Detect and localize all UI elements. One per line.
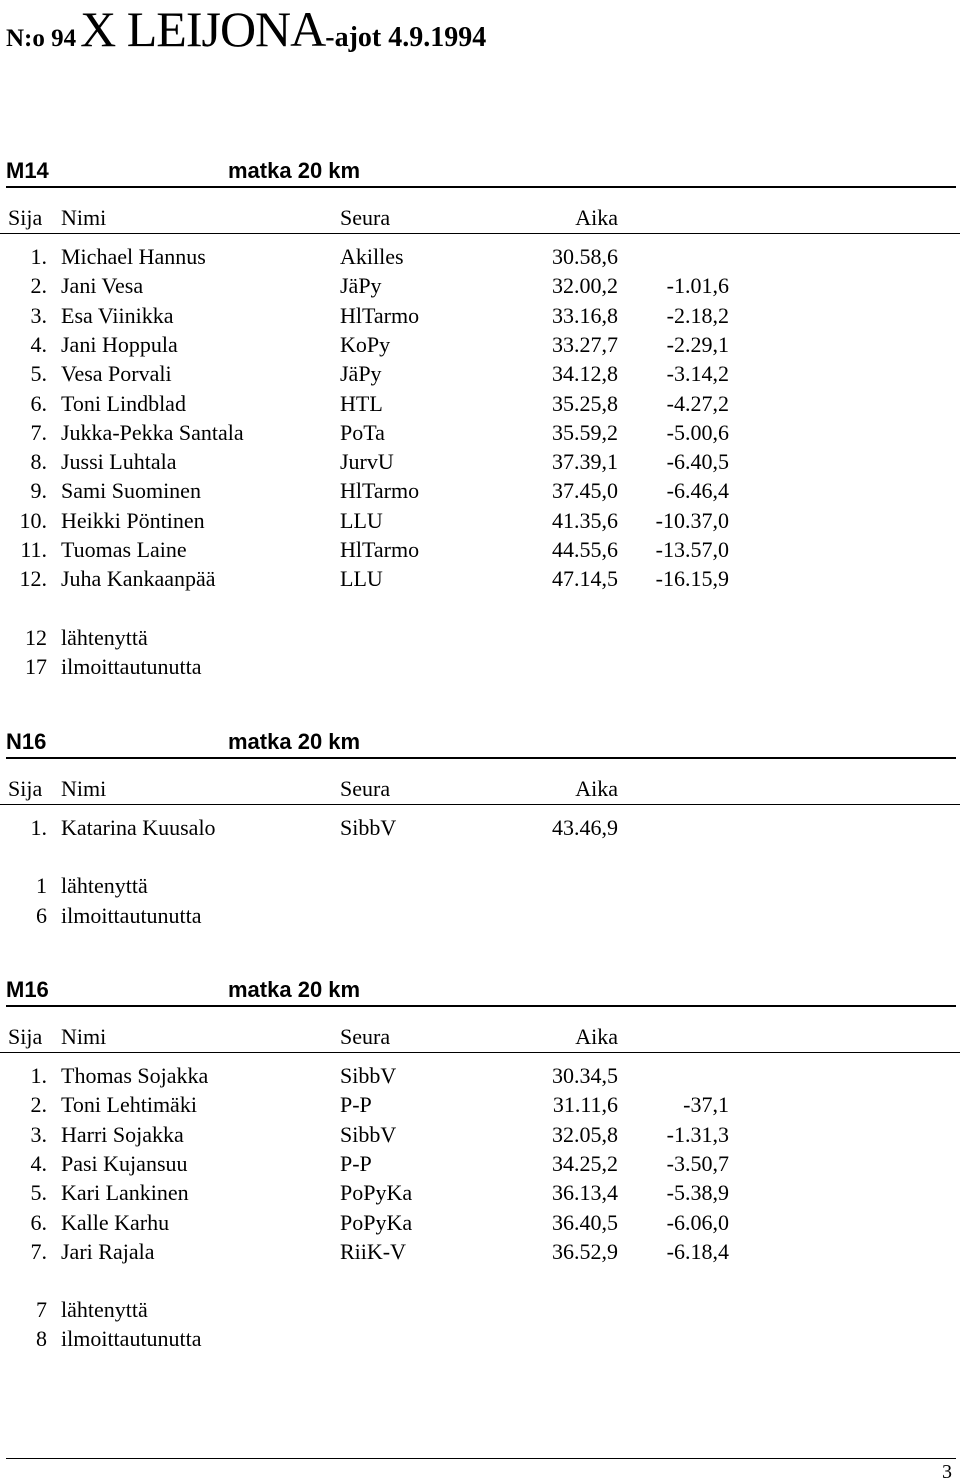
position: 6. bbox=[30, 390, 47, 416]
footer-divider bbox=[6, 1458, 956, 1459]
col-time: Aika bbox=[575, 1024, 618, 1049]
finish-time: 30.34,5 bbox=[552, 1063, 618, 1088]
finish-time: 43.46,9 bbox=[552, 815, 618, 840]
result-row bbox=[0, 301, 960, 330]
result-row bbox=[0, 389, 960, 418]
time-difference: -16.15,9 bbox=[655, 566, 729, 592]
position: 3. bbox=[30, 302, 47, 328]
registered-count-line bbox=[0, 1324, 960, 1353]
time-difference: -6.46,4 bbox=[666, 478, 729, 504]
position: 9. bbox=[30, 478, 47, 504]
club: SibbV bbox=[340, 1063, 397, 1088]
registered-count-line bbox=[0, 652, 960, 681]
finish-time: 30.58,6 bbox=[552, 244, 618, 269]
registered-count: 6 bbox=[36, 902, 47, 928]
club: LLU bbox=[340, 566, 383, 592]
finish-time: 37.39,1 bbox=[552, 449, 618, 475]
finish-time: 36.52,9 bbox=[552, 1238, 618, 1264]
club: P-P bbox=[340, 1092, 372, 1118]
competitor-name: Jussi Luhtala bbox=[61, 449, 177, 475]
result-row bbox=[0, 1149, 960, 1178]
time-difference: -5.00,6 bbox=[666, 419, 729, 445]
registered-label: ilmoittautunutta bbox=[61, 902, 202, 928]
time-difference: -6.18,4 bbox=[666, 1238, 729, 1264]
competitor-name: Michael Hannus bbox=[61, 244, 206, 269]
competitor-name: Tuomas Laine bbox=[61, 537, 187, 562]
result-row bbox=[0, 242, 960, 271]
registered-count: 8 bbox=[36, 1326, 47, 1352]
time-difference: -10.37,0 bbox=[655, 507, 729, 533]
result-row bbox=[0, 1061, 960, 1090]
position: 1. bbox=[30, 815, 47, 840]
club: RiiK-V bbox=[340, 1238, 406, 1264]
competitor-name: Harri Sojakka bbox=[61, 1121, 184, 1147]
competitor-name: Sami Suominen bbox=[61, 478, 201, 504]
col-club: Seura bbox=[340, 205, 391, 230]
result-row bbox=[0, 813, 960, 842]
competitor-name: Jani Hoppula bbox=[61, 331, 178, 357]
result-row bbox=[0, 476, 960, 505]
time-difference: -3.50,7 bbox=[666, 1150, 729, 1176]
club: HTL bbox=[340, 390, 383, 416]
registered-count-line bbox=[0, 901, 960, 930]
registered-label: ilmoittautunutta bbox=[61, 653, 202, 679]
result-row bbox=[0, 535, 960, 564]
finish-time: 35.59,2 bbox=[552, 419, 618, 445]
competitor-name: Katarina Kuusalo bbox=[61, 815, 216, 840]
result-row bbox=[0, 564, 960, 593]
time-difference: -13.57,0 bbox=[655, 537, 729, 562]
finish-time: 33.16,8 bbox=[552, 302, 618, 328]
club: HlTarmo bbox=[340, 478, 420, 504]
column-header-row bbox=[0, 1022, 960, 1053]
club: HlTarmo bbox=[340, 537, 420, 562]
result-row bbox=[0, 1237, 960, 1266]
time-difference: -2.29,1 bbox=[666, 331, 729, 357]
club: PoPyKa bbox=[340, 1209, 413, 1235]
started-count: 12 bbox=[25, 624, 47, 650]
result-row bbox=[0, 506, 960, 535]
distance-label: matka 20 km bbox=[228, 729, 361, 754]
result-row bbox=[0, 418, 960, 447]
class-label: N16 bbox=[6, 729, 47, 754]
position: 7. bbox=[30, 419, 47, 445]
competitor-name: Jari Rajala bbox=[61, 1238, 155, 1264]
time-difference: -5.38,9 bbox=[666, 1180, 729, 1206]
time-difference: -37,1 bbox=[683, 1092, 729, 1118]
finish-time: 34.12,8 bbox=[552, 361, 618, 387]
started-count-line bbox=[0, 623, 960, 652]
result-row bbox=[0, 359, 960, 388]
event-suffix: -ajot 4.9.1994 bbox=[325, 22, 487, 53]
class-label: M16 bbox=[6, 977, 49, 1002]
col-time: Aika bbox=[575, 205, 618, 230]
club: KoPy bbox=[340, 331, 391, 357]
position: 4. bbox=[30, 1150, 47, 1176]
time-difference: -6.06,0 bbox=[666, 1209, 729, 1235]
finish-time: 36.13,4 bbox=[552, 1180, 618, 1206]
time-difference: -1.01,6 bbox=[666, 273, 729, 299]
position: 4. bbox=[30, 331, 47, 357]
col-position: Sija bbox=[8, 205, 43, 230]
position: 1. bbox=[30, 1063, 47, 1088]
club: PoPyKa bbox=[340, 1180, 413, 1206]
result-row bbox=[0, 1178, 960, 1207]
club: HlTarmo bbox=[340, 302, 420, 328]
column-header-row bbox=[0, 774, 960, 805]
time-difference: -6.40,5 bbox=[666, 449, 729, 475]
col-name: Nimi bbox=[61, 1024, 107, 1049]
position: 7. bbox=[30, 1238, 47, 1264]
started-label: lähtenyttä bbox=[61, 624, 148, 650]
club: LLU bbox=[340, 507, 383, 533]
finish-time: 32.05,8 bbox=[552, 1121, 618, 1147]
col-position: Sija bbox=[8, 1024, 43, 1049]
position: 5. bbox=[30, 361, 47, 387]
result-row bbox=[0, 447, 960, 476]
column-header-row bbox=[0, 203, 960, 234]
position: 6. bbox=[30, 1209, 47, 1235]
club: SibbV bbox=[340, 815, 397, 840]
competitor-name: Toni Lehtimäki bbox=[61, 1092, 197, 1118]
position: 8. bbox=[30, 449, 47, 475]
issue-number: N:o 94 bbox=[6, 25, 77, 52]
started-count-line bbox=[0, 1295, 960, 1324]
club: PoTa bbox=[340, 419, 385, 445]
competitor-name: Pasi Kujansuu bbox=[61, 1150, 188, 1176]
distance-label: matka 20 km bbox=[228, 158, 361, 183]
finish-time: 32.00,2 bbox=[552, 273, 618, 299]
position: 5. bbox=[30, 1180, 47, 1206]
registered-count: 17 bbox=[25, 653, 47, 679]
competitor-name: Jani Vesa bbox=[61, 273, 144, 299]
finish-time: 41.35,6 bbox=[552, 507, 618, 533]
position: 11. bbox=[20, 537, 47, 562]
position: 12. bbox=[19, 566, 47, 592]
event-name: X LEIJONA bbox=[80, 1, 326, 57]
result-row bbox=[0, 1208, 960, 1237]
club: SibbV bbox=[340, 1121, 397, 1147]
section-header bbox=[6, 727, 956, 759]
result-row bbox=[0, 271, 960, 300]
club: JäPy bbox=[340, 273, 382, 299]
finish-time: 34.25,2 bbox=[552, 1150, 618, 1176]
distance-label: matka 20 km bbox=[228, 977, 361, 1002]
club: JäPy bbox=[340, 361, 382, 387]
col-time: Aika bbox=[575, 776, 618, 801]
col-position: Sija bbox=[8, 776, 43, 801]
started-label: lähtenyttä bbox=[61, 873, 148, 899]
competitor-name: Esa Viinikka bbox=[61, 302, 174, 328]
competitor-name: Vesa Porvali bbox=[61, 361, 172, 387]
competitor-name: Kalle Karhu bbox=[61, 1209, 170, 1235]
time-difference: -2.18,2 bbox=[666, 302, 729, 328]
col-club: Seura bbox=[340, 1024, 391, 1049]
position: 2. bbox=[30, 273, 47, 299]
registered-label: ilmoittautunutta bbox=[61, 1326, 202, 1352]
finish-time: 37.45,0 bbox=[552, 478, 618, 504]
finish-time: 36.40,5 bbox=[552, 1209, 618, 1235]
competitor-name: Juha Kankaanpää bbox=[61, 566, 216, 592]
position: 3. bbox=[30, 1121, 47, 1147]
competitor-name: Kari Lankinen bbox=[61, 1180, 189, 1206]
section-header bbox=[6, 975, 956, 1007]
competitor-name: Heikki Pöntinen bbox=[61, 507, 205, 533]
competitor-name: Thomas Sojakka bbox=[61, 1063, 209, 1088]
club: JurvU bbox=[340, 449, 394, 475]
time-difference: -4.27,2 bbox=[666, 390, 729, 416]
club: P-P bbox=[340, 1150, 372, 1176]
competitor-name: Toni Lindblad bbox=[61, 390, 186, 416]
finish-time: 33.27,7 bbox=[552, 331, 618, 357]
result-row bbox=[0, 1090, 960, 1119]
col-name: Nimi bbox=[61, 205, 107, 230]
club: Akilles bbox=[340, 244, 404, 269]
position: 2. bbox=[30, 1092, 47, 1118]
time-difference: -1.31,3 bbox=[666, 1121, 729, 1147]
class-label: M14 bbox=[6, 158, 49, 183]
finish-time: 31.11,6 bbox=[552, 1092, 618, 1118]
position: 1. bbox=[30, 244, 47, 269]
finish-time: 35.25,8 bbox=[552, 390, 618, 416]
competitor-name: Jukka-Pekka Santala bbox=[61, 419, 244, 445]
started-count: 7 bbox=[36, 1297, 47, 1323]
started-label: lähtenyttä bbox=[61, 1297, 148, 1323]
document-title bbox=[6, 0, 486, 60]
col-name: Nimi bbox=[61, 776, 107, 801]
col-club: Seura bbox=[340, 776, 391, 801]
position: 10. bbox=[19, 507, 47, 533]
time-difference: -3.14,2 bbox=[666, 361, 729, 387]
result-row bbox=[0, 1120, 960, 1149]
finish-time: 44.55,6 bbox=[552, 537, 618, 562]
finish-time: 47.14,5 bbox=[552, 566, 618, 592]
started-count: 1 bbox=[36, 873, 47, 899]
section-header bbox=[6, 156, 956, 188]
page-number: 3 bbox=[942, 1461, 952, 1483]
result-row bbox=[0, 330, 960, 359]
started-count-line bbox=[0, 871, 960, 900]
